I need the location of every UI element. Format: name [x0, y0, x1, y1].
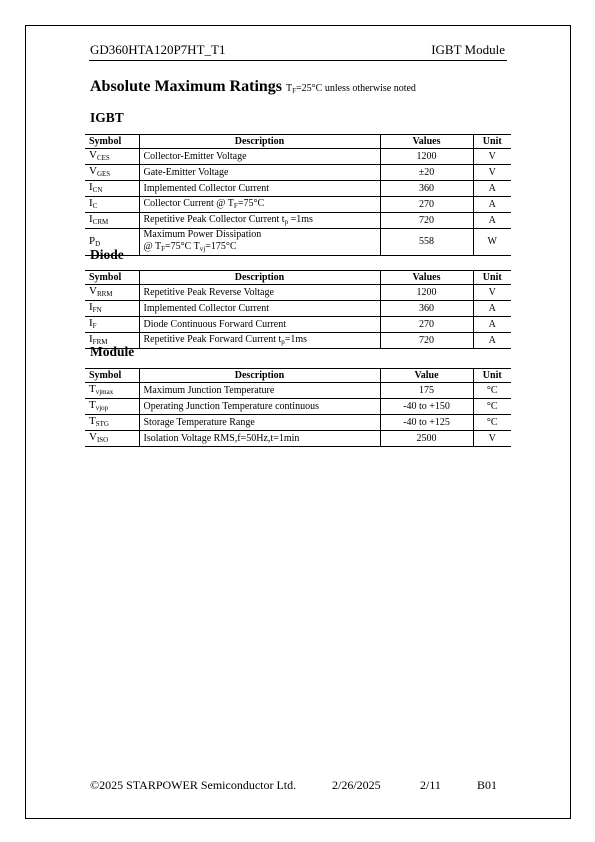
footer-page-number: 2/11 [420, 778, 441, 792]
unit-cell: A [473, 317, 511, 333]
description-cell: Gate-Emitter Voltage [139, 165, 380, 181]
footer-date: 2/26/2025 [332, 778, 381, 792]
table-row [85, 415, 511, 431]
description-cell: Operating Junction Temperature continuous [139, 399, 380, 415]
column-header-symbol: Symbol [85, 271, 139, 285]
unit-cell: W [473, 229, 511, 256]
part-number: GD360HTA120P7HT_T1 [90, 42, 226, 57]
unit-cell: V [473, 285, 511, 301]
table-row [85, 333, 511, 349]
product-type: IGBT Module [431, 42, 505, 57]
title-main: Absolute Maximum Ratings [90, 78, 283, 95]
table-row [85, 181, 511, 197]
symbol-cell: $I_{CN}$ [85, 181, 139, 197]
symbol-cell: $T_{vjop}$ [85, 399, 139, 415]
symbol-cell: $V_{GES}$ [85, 165, 139, 181]
value-cell: -40 to +150 [380, 399, 473, 415]
unit-cell: A [473, 197, 511, 213]
diode-table [85, 270, 511, 349]
symbol-cell: $I_F$ [85, 317, 139, 333]
description-cell: Diode Continuous Forward Current [139, 317, 380, 333]
description-cell: Implemented Collector Current [139, 301, 380, 317]
column-header-values: Values [380, 135, 473, 149]
unit-cell: A [473, 213, 511, 229]
description-cell: Storage Temperature Range [139, 415, 380, 431]
symbol-cell: $V_{CES}$ [85, 149, 139, 165]
description-cell: Maximum Junction Temperature [139, 383, 380, 399]
value-cell: 1200 [380, 149, 473, 165]
table-row [85, 301, 511, 317]
unit-cell: °C [473, 399, 511, 415]
symbol-cell: $P_D$ [85, 229, 139, 256]
column-header-unit: Unit [473, 271, 511, 285]
value-cell: 2500 [380, 431, 473, 447]
value-cell: 270 [380, 197, 473, 213]
value-cell: 175 [380, 383, 473, 399]
column-header-description: Description [139, 369, 380, 383]
table-header-row [85, 369, 511, 383]
value-cell: ±20 [380, 165, 473, 181]
igbt-table [85, 134, 511, 256]
footer-revision: B01 [477, 778, 498, 792]
section-heading-igbt: IGBT [90, 110, 124, 125]
column-header-description: Description [139, 271, 380, 285]
description-cell: Repetitive Peak Reverse Voltage [139, 285, 380, 301]
unit-cell: V [473, 431, 511, 447]
description-cell: Repetitive Peak Collector Current $t_p =1ms$ [139, 213, 380, 229]
section-heading-module: Module [90, 344, 135, 359]
symbol-cell: $I_{FRM}$ [85, 333, 139, 349]
unit-cell: V [473, 149, 511, 165]
table-row [85, 399, 511, 415]
unit-cell: A [473, 301, 511, 317]
table-row [85, 317, 511, 333]
value-cell: -40 to +125 [380, 415, 473, 431]
value-cell: 720 [380, 213, 473, 229]
table-row [85, 197, 511, 213]
value-cell: 558 [380, 229, 473, 256]
value-cell: 1200 [380, 285, 473, 301]
description-cell: Repetitive Peak Forward Current $t_p=1ms$ [139, 333, 380, 349]
description-cell: Implemented Collector Current [139, 181, 380, 197]
unit-cell: °C [473, 383, 511, 399]
value-cell: 360 [380, 301, 473, 317]
symbol-cell: $I_{CRM}$ [85, 213, 139, 229]
symbol-cell: $T_{vjmax}$ [85, 383, 139, 399]
table-row [85, 285, 511, 301]
table-header-row [85, 271, 511, 285]
symbol-cell: $T_{STG}$ [85, 415, 139, 431]
value-cell: 270 [380, 317, 473, 333]
section-heading-diode: Diode [90, 247, 124, 262]
table-row [85, 383, 511, 399]
symbol-cell: $I_{FN}$ [85, 301, 139, 317]
unit-cell: V [473, 165, 511, 181]
symbol-cell: $I_C$ [85, 197, 139, 213]
table-header-row [85, 135, 511, 149]
description-cell: Collector Current @ $T_F=75^\circ C$ [139, 197, 380, 213]
unit-cell: °C [473, 415, 511, 431]
column-header-symbol: Symbol [85, 135, 139, 149]
page-title [90, 78, 416, 96]
description-cell: Maximum Power Dissipation @ $T_F=75^\circ C$ $T_{vj}=175^\circ C$ [139, 229, 380, 256]
table-row [85, 213, 511, 229]
table-row [85, 165, 511, 181]
column-header-values: Values [380, 271, 473, 285]
unit-cell: A [473, 333, 511, 349]
column-header-unit: Unit [473, 135, 511, 149]
title-condition: $T_F=25^\circ C$ unless otherwise noted [286, 83, 416, 95]
symbol-cell: $V_{RRM}$ [85, 285, 139, 301]
column-header-symbol: Symbol [85, 369, 139, 383]
table-row [85, 431, 511, 447]
footer-copyright: ©2025 STARPOWER Semiconductor Ltd. [90, 778, 297, 792]
description-cell: Collector-Emitter Voltage [139, 149, 380, 165]
description-cell: Isolation Voltage RMS,f=50Hz,t=1min [139, 431, 380, 447]
column-header-unit: Unit [473, 369, 511, 383]
column-header-value: Value [380, 369, 473, 383]
column-header-description: Description [139, 135, 380, 149]
module-table [85, 368, 511, 447]
header-rule [89, 60, 507, 61]
symbol-cell: $V_{ISO}$ [85, 431, 139, 447]
table-row [85, 229, 511, 256]
unit-cell: A [473, 181, 511, 197]
value-cell: 360 [380, 181, 473, 197]
value-cell: 720 [380, 333, 473, 349]
table-row [85, 149, 511, 165]
